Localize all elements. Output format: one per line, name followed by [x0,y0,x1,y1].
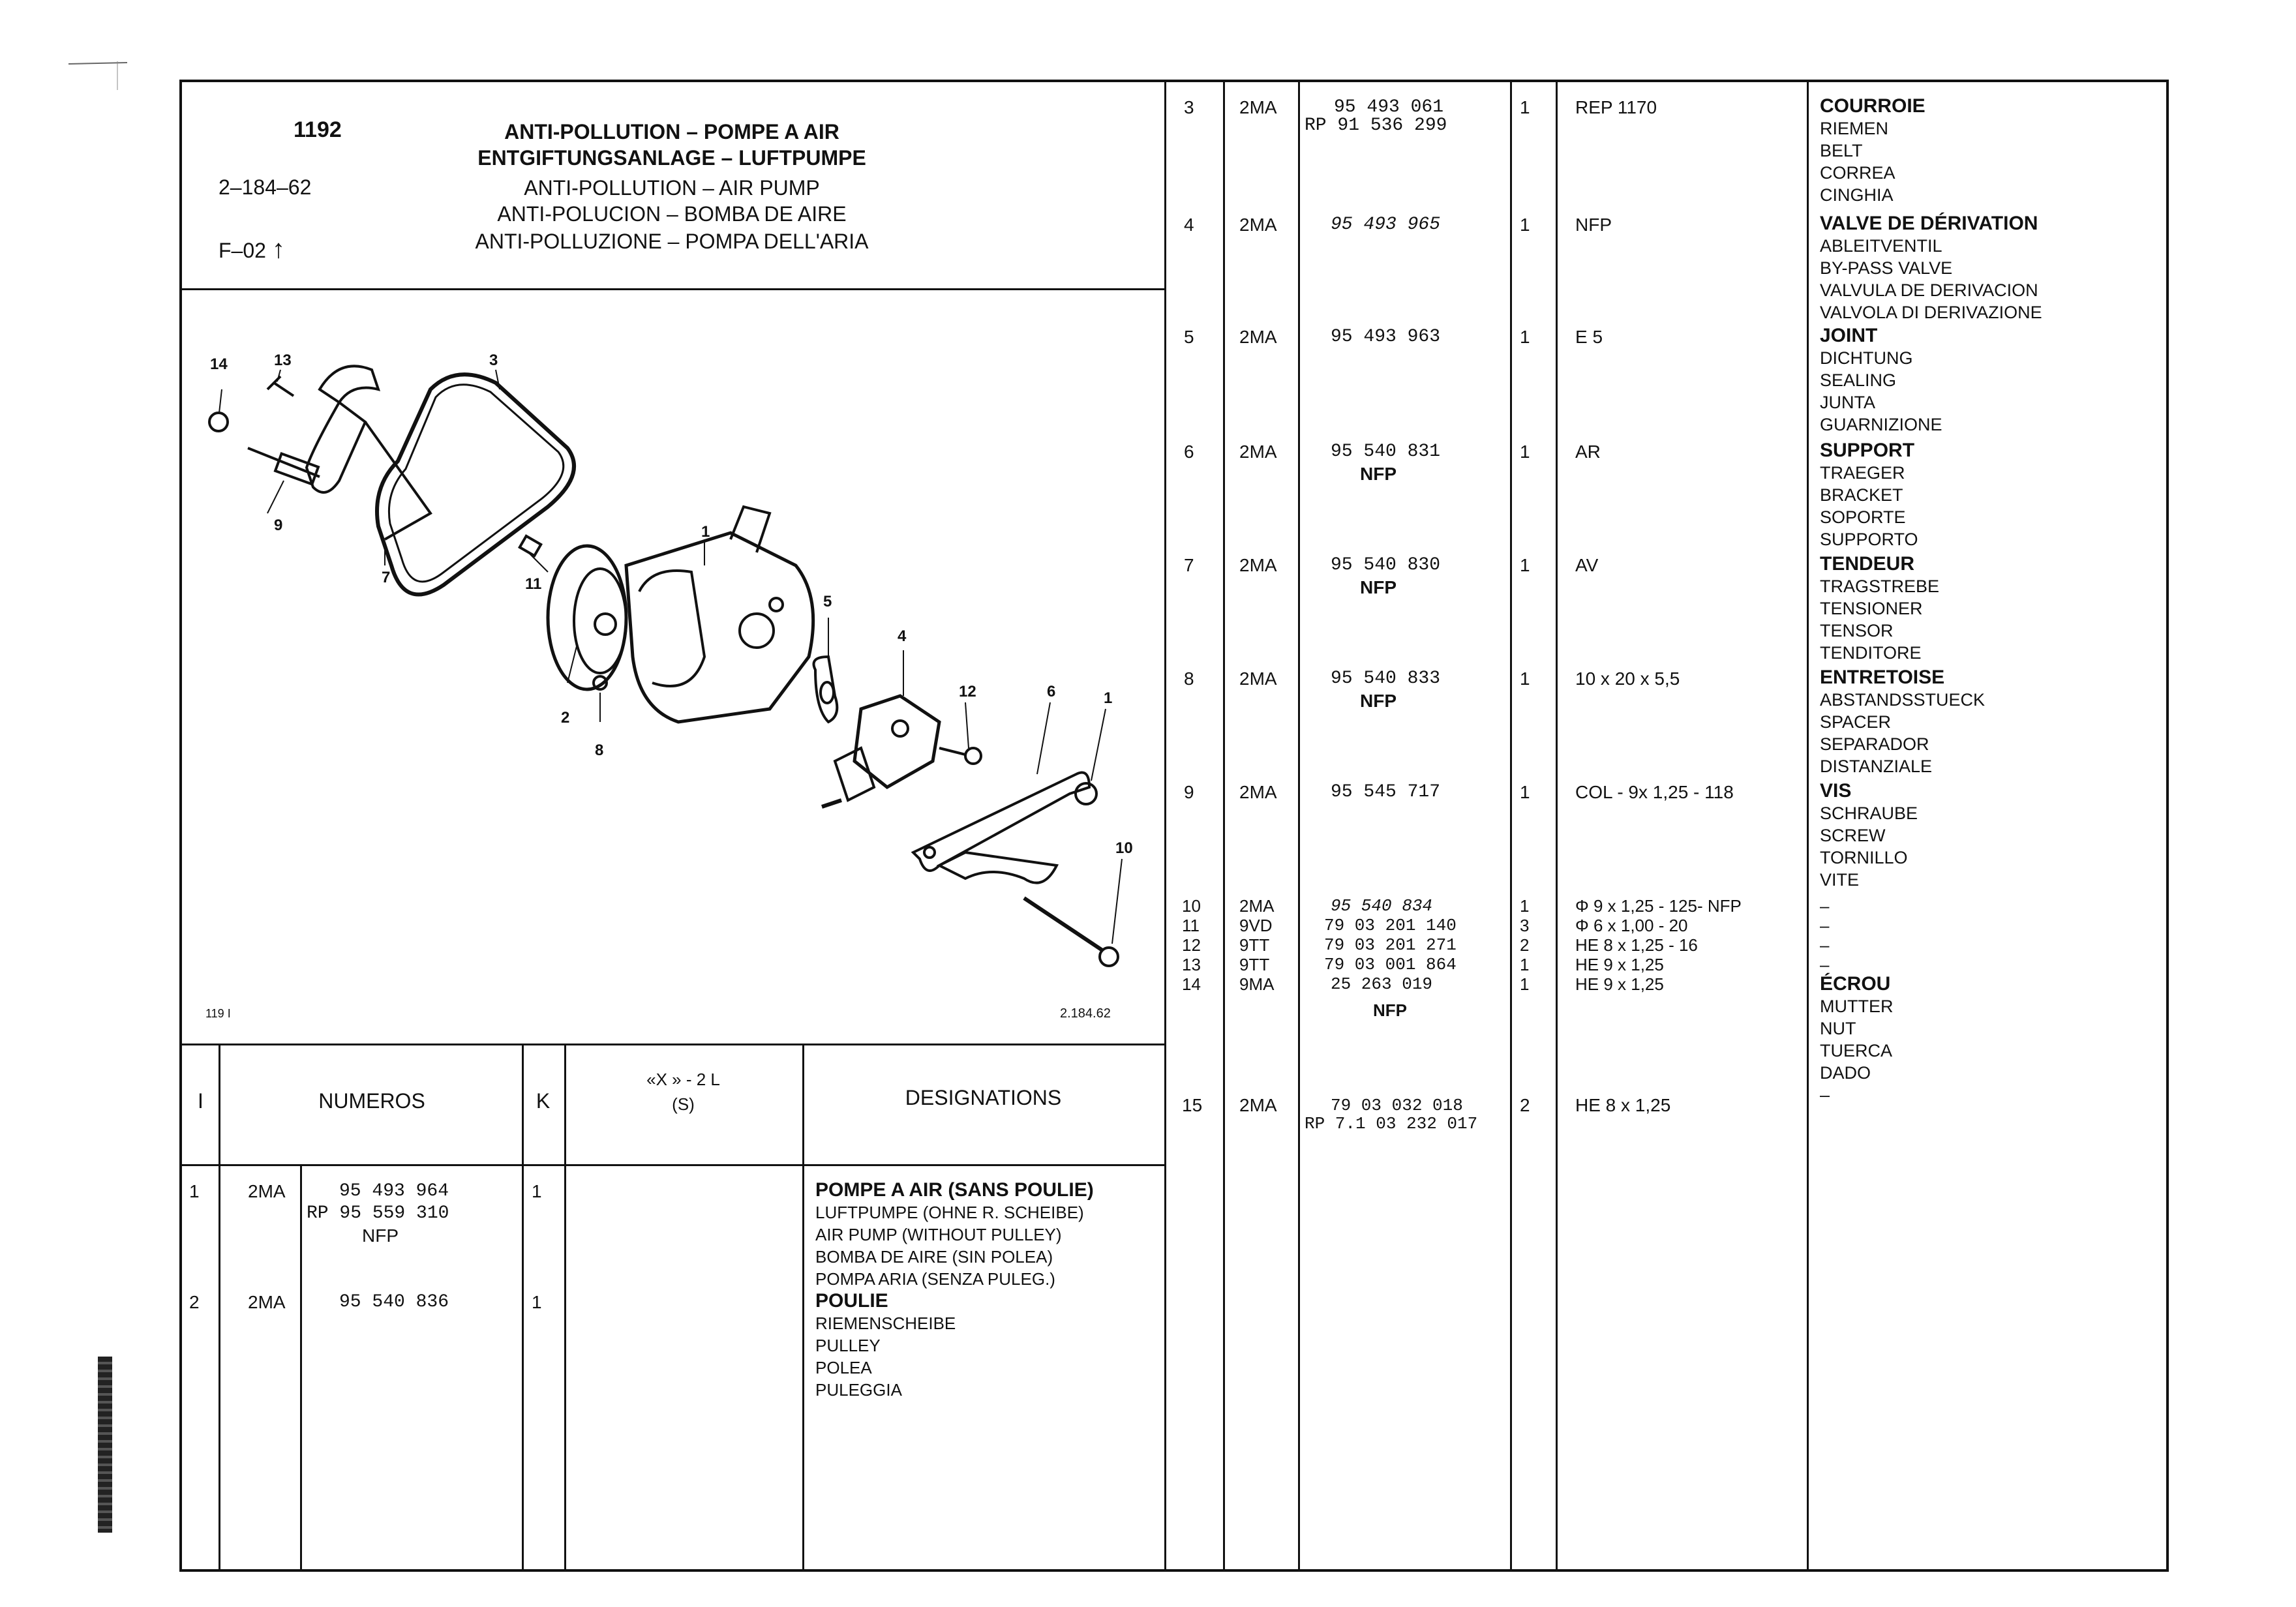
callout-12: 12 [959,683,976,700]
left-col-line-3 [564,1044,566,1572]
diagram-footer-right: 2.184.62 [1060,1006,1111,1021]
up-arrow-icon: ↑ [271,235,285,263]
row-qty: 1 [532,1181,542,1201]
page-ref: F–02 ↑ [219,235,285,263]
row-designations: SUPPORT TRAEGER BRACKET SOPORTE SUPPORTO [1820,440,1918,549]
row-designations: VALVE DE DÉRIVATION ABLEITVENTIL BY-PASS VALVE VALVULA DE DERIVACION VALVOLA DI DERIVAZIONE [1820,213,2042,322]
row-code: 9TT [1239,955,1270,974]
col-index-header: I [198,1089,204,1113]
row-designations: ENTRETOISE ABSTANDSSTUECK SPACER SEPARADOR DISTANZIALE [1820,667,1986,776]
callout-5: 5 [823,593,832,610]
row-code: 2MA [248,1292,286,1312]
row-code: 9TT [1239,935,1270,955]
callout-7: 7 [382,569,391,586]
row-code: 2MA [1239,782,1277,802]
row-code: 2MA [1239,97,1277,117]
row-number: 95 540 834 [1331,896,1433,916]
row-number: 95 493 963 [1331,327,1441,347]
row-code: 2MA [248,1181,286,1201]
ecrou-designations: ÉCROU MUTTER NUT TUERCA DADO – [1820,973,1894,1105]
row-index: 4 [1184,215,1194,235]
row14-nfp: NFP [1373,1000,1407,1020]
row-number-nfp: NFP [1360,464,1397,484]
diagram-footer-left: 119 I [205,1007,231,1020]
row-index: 12 [1182,935,1201,955]
row-code: 9MA [1239,974,1275,994]
row-number-rp: RP 91 536 299 [1305,115,1447,136]
row-index: 6 [1184,442,1194,462]
row-index: 5 [1184,327,1194,347]
row-index: 15 [1182,1095,1203,1115]
col-variant-header-line2: (S) [672,1094,695,1114]
right-col-line-1 [1223,80,1225,1572]
row-variant: COL - 9x 1,25 - 118 [1575,782,1734,802]
callout-9: 9 [274,517,283,534]
row-variant: Φ 9 x 1,25 - 125- NFP [1575,896,1742,916]
row-number: 95 540 836 [339,1292,449,1312]
row-number: 95 493 061 [1334,97,1444,117]
callout-8: 8 [595,742,604,759]
row-code: 9VD [1239,916,1273,935]
left-col-line-1 [219,1044,220,1572]
col-variant-header-line1: «X » - 2 L [646,1070,720,1089]
row-code: 2MA [1239,327,1277,347]
row-qty: 1 [1520,555,1530,575]
row-variant: AV [1575,555,1599,575]
callout-3: 3 [489,352,498,369]
row-index: 10 [1182,896,1201,916]
row-number-rp: RP 95 559 310 [307,1203,449,1224]
row-designations: JOINT DICHTUNG SEALING JUNTA GUARNIZIONE [1820,325,1942,434]
row-designation: – [1820,896,1830,916]
row-number: 95 545 717 [1331,782,1441,802]
row-number: 95 493 965 [1331,215,1441,235]
row-code: 2MA [1239,1095,1277,1115]
row-variant: REP 1170 [1575,97,1657,117]
row-designation: – [1820,955,1830,974]
right-col-line-5 [1807,80,1809,1572]
row-number-rp: RP 7.1 03 232 017 [1305,1114,1478,1134]
diagram-bottom-line [179,1044,1166,1045]
callout-4: 4 [898,627,907,645]
row-index: 11 [1182,916,1200,935]
row-number: 95 540 830 [1331,555,1441,575]
row-number: 25 263 019 [1331,974,1433,994]
header-separator [179,288,1166,290]
callout-2: 2 [561,709,570,727]
scan-edge-mark [98,1357,112,1533]
row-number: 79 03 032 018 [1331,1096,1463,1115]
right-col-line-4 [1556,80,1558,1572]
row-code: 2MA [1239,668,1277,689]
title-es: ANTI-POLUCION – BOMBA DE AIRE [497,202,847,226]
left-col-line-2 [522,1044,524,1572]
left-col-line-4 [802,1044,804,1572]
exploded-diagram [183,292,1161,1042]
row-index: 3 [1184,97,1194,117]
row-qty: 1 [1520,442,1530,462]
callout-6: 6 [1047,683,1056,700]
row-index: 13 [1182,955,1201,974]
row-number: 95 540 831 [1331,442,1441,462]
callout-14: 14 [210,355,228,373]
callout-1b: 1 [1104,689,1113,707]
row-designations: COURROIE RIEMEN BELT CORREA CINGHIA [1820,95,1926,205]
row-variant: E 5 [1575,327,1603,347]
row-designations: POMPE A AIR (SANS POULIE) LUFTPUMPE (OHNE R. SCHEIBE) AIR PUMP (WITHOUT PULLEY) BOMBA DE AIRE (SIN POLEA) POMPA ARIA (SENZA PULEG.) [815,1179,1094,1289]
row-code: 2MA [1239,555,1277,575]
left-col-line-5 [300,1164,302,1572]
col-k-header: K [536,1089,551,1113]
row-code: 2MA [1239,896,1275,916]
row-variant: 10 x 20 x 5,5 [1575,668,1680,689]
row-qty: 1 [1520,896,1530,916]
row-qty: 1 [532,1292,542,1312]
row-designations: TENDEUR TRAGSTREBE TENSIONER TENSOR TENDITORE [1820,553,1940,663]
callout-11: 11 [525,575,542,593]
row-qty: 2 [1520,935,1530,955]
callout-10: 10 [1115,839,1133,857]
right-col-line-2 [1298,80,1300,1572]
row-number-nfp: NFP [1360,691,1397,711]
callout-13: 13 [274,352,292,369]
row-variant: NFP [1575,215,1612,235]
row-variant: AR [1575,442,1601,462]
row-variant: HE 8 x 1,25 - 16 [1575,935,1698,955]
row-qty: 1 [1520,974,1530,994]
row-variant: HE 9 x 1,25 [1575,974,1664,994]
row-index: 7 [1184,555,1194,575]
title-it: ANTI-POLLUZIONE – POMPA DELL'ARIA [475,230,869,253]
row-designations: VIS SCHRAUBE SCREW TORNILLO VITE [1820,780,1918,890]
table-header-bottom-line [179,1164,1166,1166]
row-number: 79 03 201 271 [1324,935,1457,955]
col-designations-header: DESIGNATIONS [905,1086,1062,1109]
row-variant: HE 8 x 1,25 [1575,1095,1671,1115]
row-designation: – [1820,935,1830,955]
row-index: 9 [1184,782,1194,802]
section-number: 1192 [294,117,342,142]
row-qty: 1 [1520,215,1530,235]
row-number-nfp: NFP [1360,577,1397,597]
row-qty: 1 [1520,782,1530,802]
row-number: 95 540 833 [1331,668,1441,689]
scan-corner-mark [65,57,137,97]
row-qty: 1 [1520,668,1530,689]
row-number: 79 03 001 864 [1324,955,1457,974]
row-index: 8 [1184,668,1194,689]
row-qty: 2 [1520,1095,1530,1115]
col-numbers-header: NUMEROS [318,1089,425,1113]
title-en: ANTI-POLLUTION – AIR PUMP [524,176,820,200]
title-fr: ANTI-POLLUTION – POMPE A AIR [504,120,839,143]
row-number: 79 03 201 140 [1324,916,1457,935]
row-number-nfp: NFP [362,1225,399,1246]
row-designation: – [1820,916,1830,935]
row-variant: HE 9 x 1,25 [1575,955,1664,974]
row-number: 95 493 964 [339,1181,449,1201]
row-qty: 1 [1520,955,1530,974]
row-code: 2MA [1239,442,1277,462]
row-qty: 1 [1520,327,1530,347]
callout-1: 1 [701,523,710,541]
row-variant: Φ 6 x 1,00 - 20 [1575,916,1688,935]
right-col-line-3 [1510,80,1512,1572]
row-code: 2MA [1239,215,1277,235]
drawing-ref: 2–184–62 [219,175,312,199]
row-index: 14 [1182,974,1201,994]
title-de: ENTGIFTUNGSANLAGE – LUFTPUMPE [477,146,866,170]
row-designations: POULIE RIEMENSCHEIBE PULLEY POLEA PULEGGIA [815,1290,956,1400]
row-qty: 1 [1520,97,1530,117]
row-index: 1 [189,1181,200,1201]
left-right-divider [1164,80,1166,1572]
row-qty: 3 [1520,916,1530,935]
row-index: 2 [189,1292,200,1312]
